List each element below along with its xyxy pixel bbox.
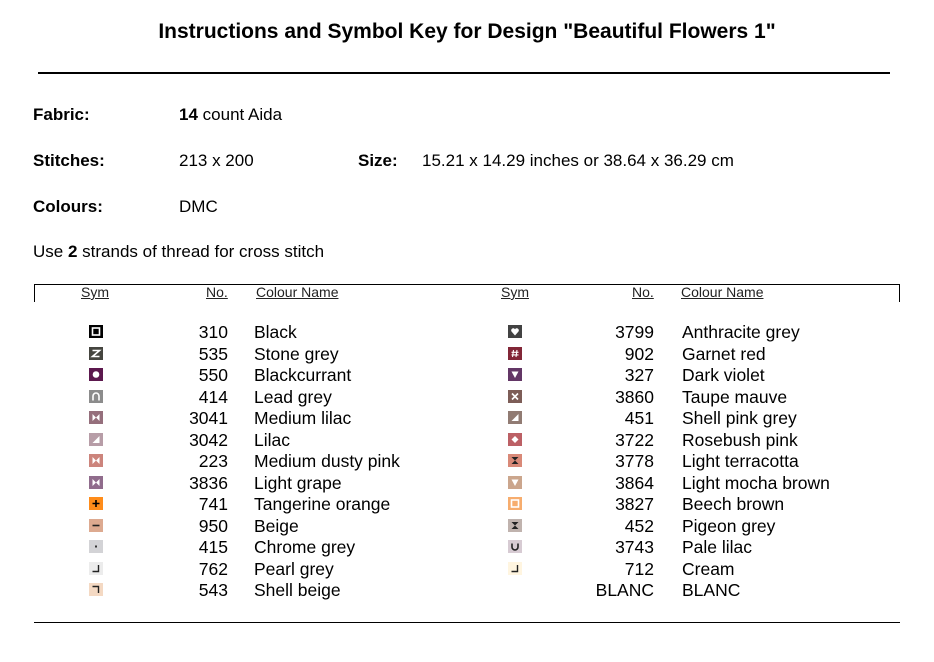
header-sym-left: Sym: [81, 284, 109, 300]
size-value: 15.21 x 14.29 inches or 38.64 x 36.29 cm: [422, 151, 734, 170]
colour-name: Light grape: [254, 472, 342, 493]
colour-number: 3722: [615, 429, 654, 450]
colour-name: Rosebush pink: [682, 429, 798, 450]
colour-number: 3743: [615, 537, 654, 557]
colour-name: Lead grey: [254, 386, 332, 407]
hourglass-icon: [508, 454, 522, 467]
colour-number: 3799: [615, 322, 654, 342]
colour-number: 3827: [615, 494, 654, 514]
colour-name: Pigeon grey: [682, 515, 776, 536]
table-row: [34, 451, 900, 473]
colour-number: 310: [198, 322, 228, 342]
header-no-left: No.: [206, 284, 228, 300]
colour-number: 3041: [189, 408, 228, 428]
colour-name: Garnet red: [682, 343, 766, 364]
table-row: [34, 430, 900, 452]
colour-number: 902: [624, 343, 654, 364]
colour-number: 762: [198, 558, 228, 579]
colour-name: Light terracotta: [682, 451, 799, 471]
colour-number: 712: [624, 558, 654, 579]
table-row: [34, 559, 900, 581]
colour-name: Pale lilac: [682, 537, 753, 557]
square-outline-icon: [508, 497, 522, 510]
symbol-key-table: [34, 284, 900, 624]
triangle-down-icon: [508, 476, 522, 489]
colour-number: 452: [624, 515, 654, 536]
colour-number: 3778: [615, 451, 654, 471]
colour-name: Cream: [682, 558, 735, 579]
colour-number: 3864: [615, 472, 654, 493]
colour-number: 3836: [189, 472, 228, 493]
heart-icon: [508, 325, 522, 338]
table-row: [34, 516, 900, 538]
table-row: [34, 537, 900, 559]
table-row: [34, 408, 900, 430]
colour-name: Medium dusty pink: [254, 451, 400, 471]
colour-name: Tangerine orange: [254, 494, 391, 514]
colour-number: 451: [624, 408, 654, 428]
table-right-border: [899, 284, 900, 302]
table-row: [34, 322, 900, 344]
table-row: [34, 473, 900, 495]
header-no-right: No.: [632, 284, 654, 300]
hash-icon: [508, 347, 522, 360]
strands-post: strands of thread for cross stitch: [82, 242, 325, 261]
corner-bl-icon: [508, 562, 522, 575]
colour-name: Stone grey: [254, 343, 339, 364]
colour-number: 327: [624, 365, 654, 385]
none-icon: [508, 583, 522, 596]
colour-name: Shell pink grey: [682, 408, 797, 428]
colour-number: 950: [198, 515, 228, 536]
table-top-border: [34, 284, 900, 285]
cup-icon: [508, 540, 522, 553]
colour-number: 535: [198, 343, 228, 364]
colour-number: 414: [198, 386, 228, 407]
colour-number: BLANC: [595, 580, 654, 600]
colours-value: DMC: [179, 197, 218, 216]
table-row: [34, 580, 900, 602]
fabric-label: Fabric:: [33, 105, 90, 124]
strands-instruction: [33, 242, 324, 262]
triangle-corner-icon: [508, 411, 522, 424]
colour-name: Chrome grey: [254, 537, 356, 557]
triangle-down-icon: [508, 368, 522, 381]
table-row: [34, 494, 900, 516]
fabric-count: 14: [179, 105, 198, 124]
colour-name: Shell beige: [254, 580, 341, 600]
table-left-border: [34, 284, 35, 302]
page-title: Instructions and Symbol Key for Design "Beautiful Flowers 1": [158, 20, 776, 43]
colour-name: Dark violet: [682, 365, 765, 385]
title-underline: [38, 72, 890, 74]
colours-label: Colours:: [33, 197, 103, 216]
table-row: [34, 365, 900, 387]
header-sym-right: Sym: [501, 284, 529, 300]
colour-name: Lilac: [254, 429, 290, 450]
fabric-type: count Aida: [202, 105, 283, 124]
header-name-left: Colour Name: [256, 284, 339, 300]
hourglass-icon: [508, 519, 522, 532]
diamond-icon: [508, 433, 522, 446]
stitches-label: Stitches:: [33, 151, 105, 170]
colour-name: Anthracite grey: [682, 322, 800, 342]
colour-name: Blackcurrant: [254, 365, 352, 385]
colour-number: 3042: [189, 429, 228, 450]
colour-name: Taupe mauve: [682, 386, 788, 407]
stitches-value: 213 x 200: [179, 151, 254, 170]
table-row: [34, 344, 900, 366]
colour-number: 223: [198, 451, 228, 471]
header-name-right: Colour Name: [681, 284, 764, 300]
colour-name: Pearl grey: [254, 558, 334, 579]
colour-name: Black: [254, 322, 297, 342]
colour-name: Light mocha brown: [682, 472, 830, 493]
colour-number: 3860: [615, 386, 654, 407]
strands-pre: Use: [33, 242, 64, 261]
colour-number: 741: [198, 494, 228, 514]
cross-icon: [508, 390, 522, 403]
colour-name: Beech brown: [682, 494, 785, 514]
colour-name: Beige: [254, 515, 299, 536]
colour-name: BLANC: [682, 580, 741, 600]
colour-number: 543: [198, 580, 228, 600]
strands-number: 2: [67, 242, 78, 261]
colour-number: 550: [198, 365, 228, 385]
table-bottom-border: [34, 622, 900, 623]
fabric-value: [179, 105, 282, 125]
colour-number: 415: [198, 537, 228, 557]
size-label: Size:: [358, 151, 398, 170]
table-row: [34, 387, 900, 409]
colour-name: Medium lilac: [254, 408, 352, 428]
